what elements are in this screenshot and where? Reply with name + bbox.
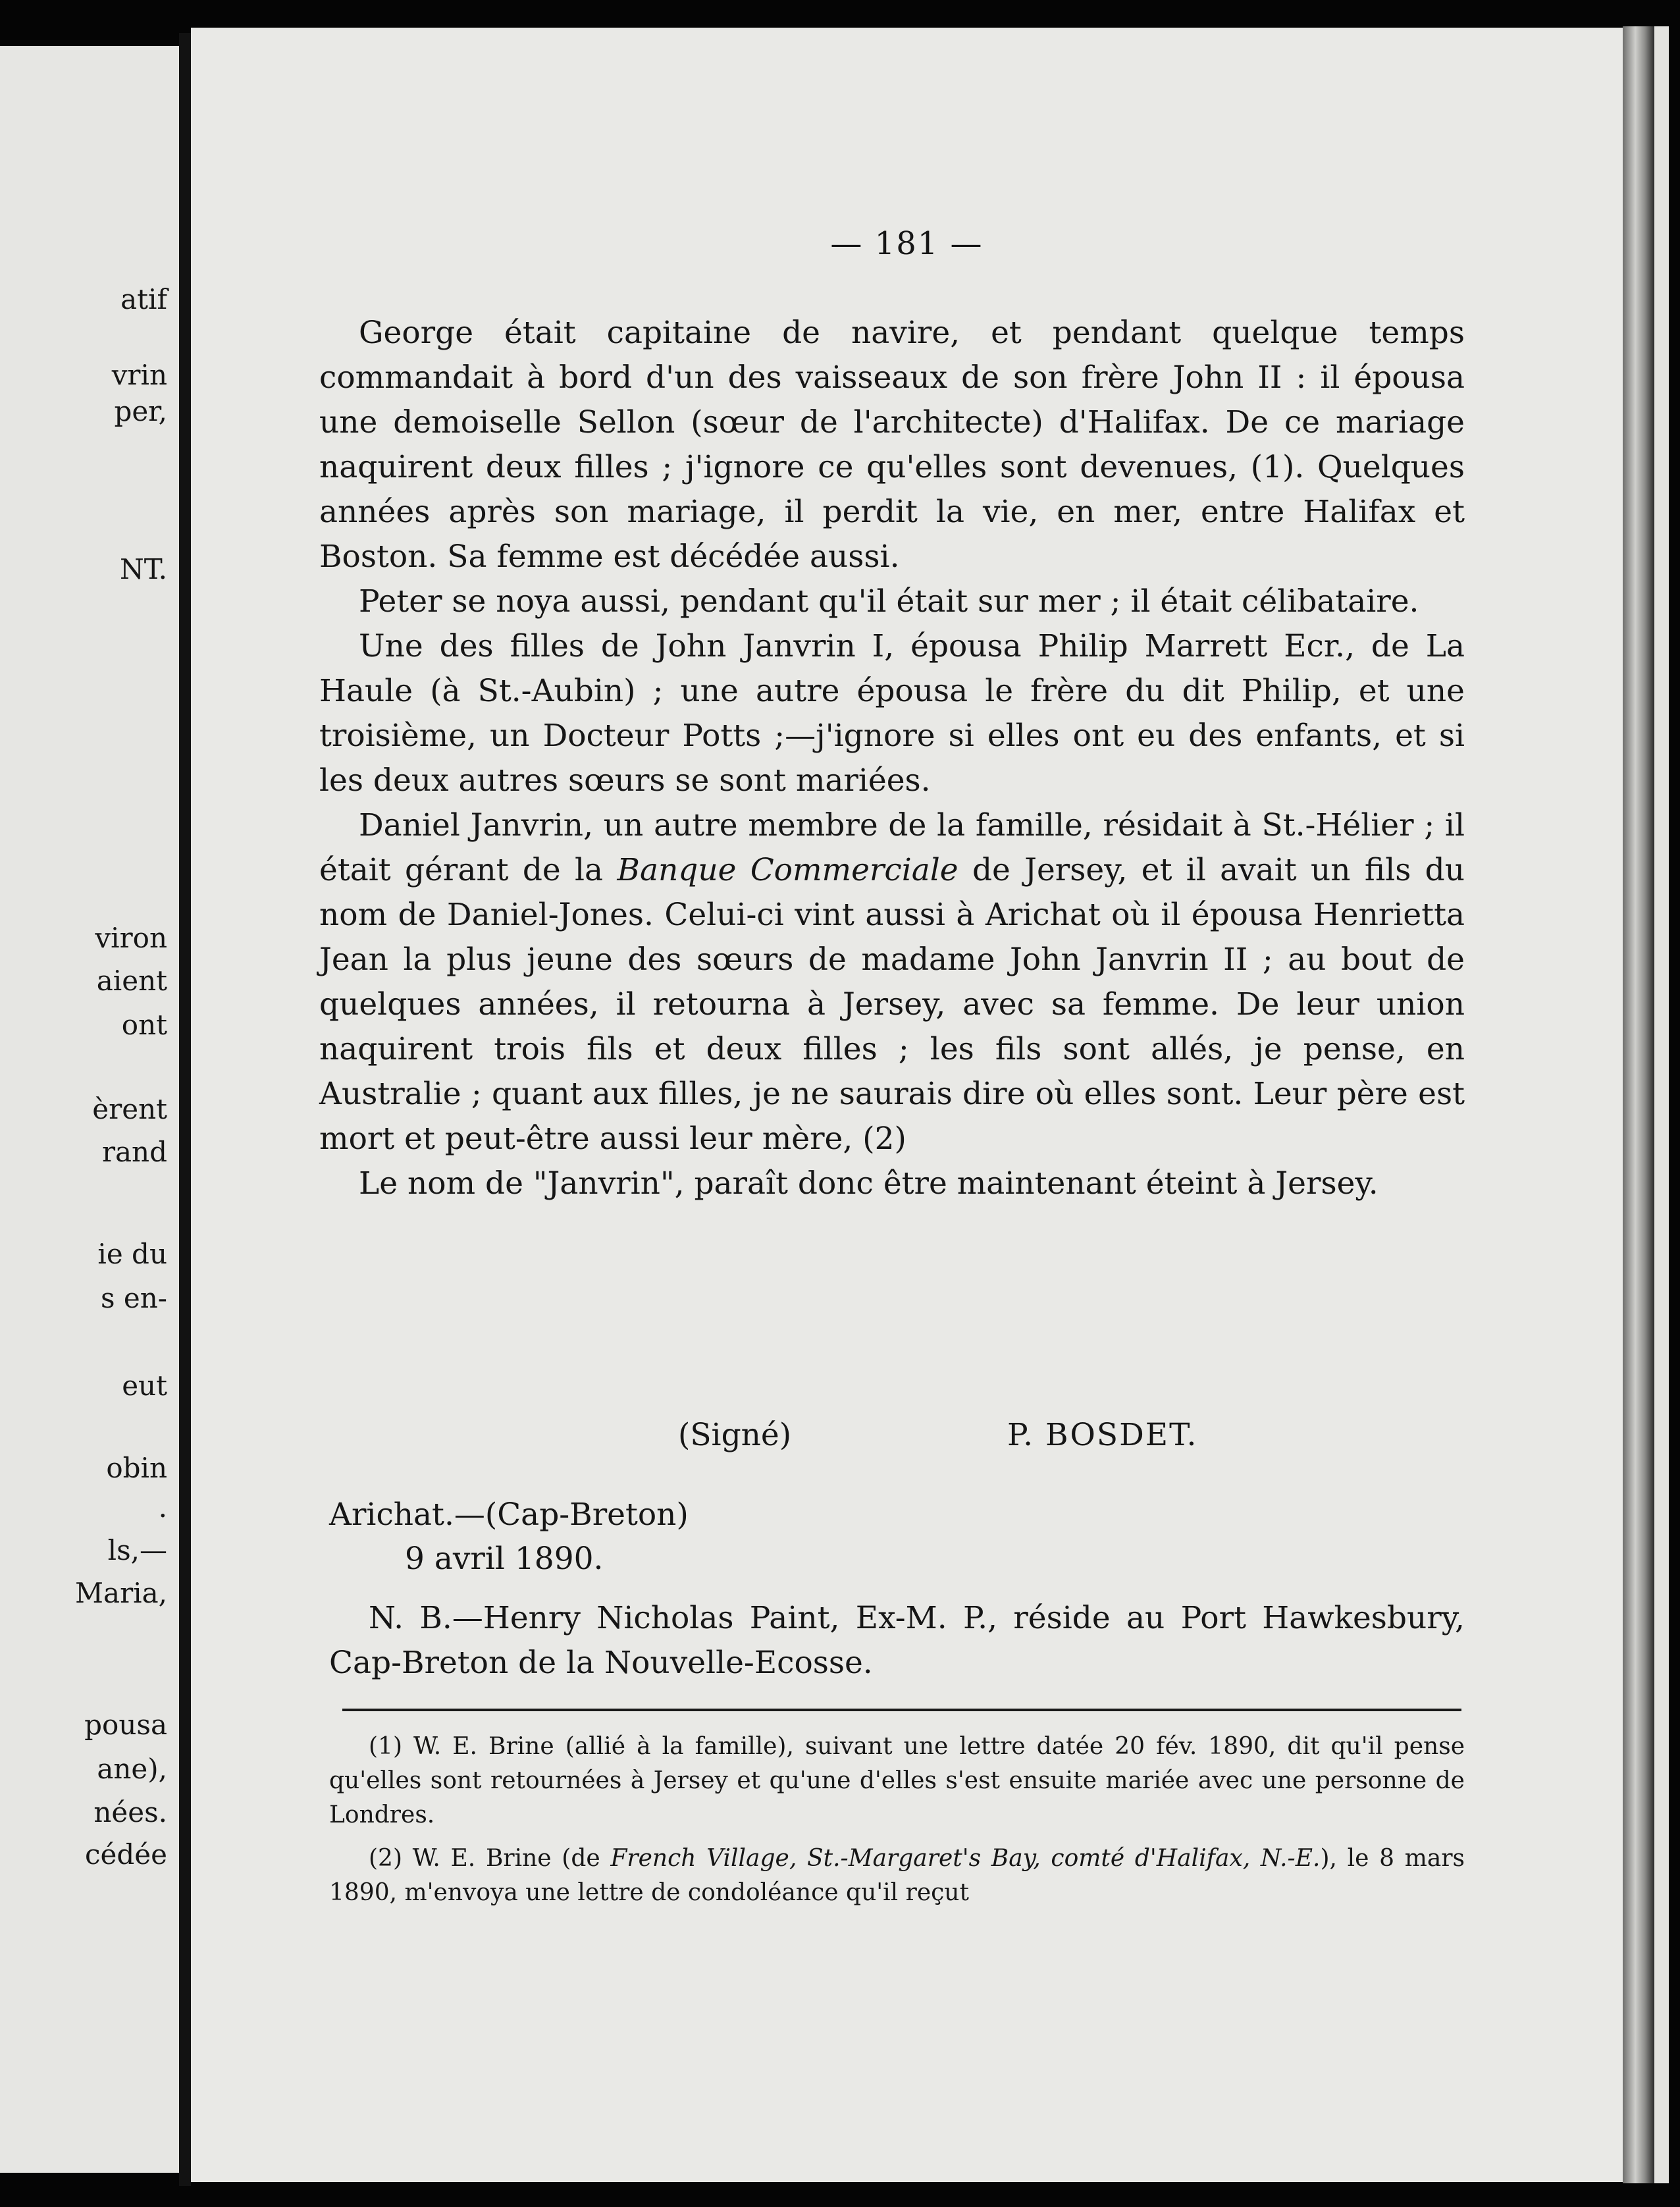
prev-page-fragment: aient — [96, 965, 167, 997]
body-text — [319, 311, 1465, 1206]
prev-page-fragment: ont — [121, 1009, 167, 1041]
paragraph-name-extinct: Le nom de "Janvrin", paraît donc être maintenant éteint à Jersey. — [359, 1165, 1378, 1202]
prev-page-fragment: obin — [106, 1452, 167, 1484]
paragraph-peter: Peter se noya aussi, pendant qu'il était sur mer ; il était célibataire. — [359, 583, 1419, 620]
prev-page-fragment: Maria, — [75, 1577, 167, 1609]
daniel-text-1: Daniel Janvrin, un autre membre de la famille, résidait à St.-Hélier ; il était gérant de la — [319, 807, 1465, 888]
paragraph-george: George était capitaine de navire, et pendant quelque temps commandait à bord d'un des vaisseaux de son frère John II : il épousa une demoiselle Sellon (sœur de l'architecte) d'Halifax. De ce mariage naquirent deux filles ; j'ignore ce qu'elles sont devenues, (1). Quelques années après son mariage, il perdit la vie, en mer, entre Halifax et Boston. Sa femme est décédée aussi. — [319, 315, 1465, 575]
footnote-2-place: French Village, St.-Margaret's Bay, comté d'Halifax, N.-E. — [610, 1845, 1321, 1872]
page-edge-shadow — [1623, 26, 1654, 2183]
signature-name: P. BOSDET. — [1007, 1417, 1198, 1453]
prev-page-fragment: cédée — [85, 1838, 167, 1871]
footnote-2-part-a: (2) W. E. Brine (de — [369, 1845, 611, 1872]
prev-page-fragment: NT. — [120, 553, 167, 585]
footnote-1: (1) W. E. Brine (allié à la famille), suivant une lettre datée 20 fév. 1890, dit qu'il pense qu'elles sont retournées à Jersey et qu'une d'elles s'est ensuite mariée avec une personne de Londres. — [329, 1733, 1465, 1828]
footnotes — [329, 1730, 1465, 1919]
prev-page-fragment: atif — [120, 283, 167, 315]
signature-block — [191, 1417, 1623, 1463]
footnote-divider — [342, 1709, 1461, 1711]
footnote-2-part-c: ), le 8 mars 1890, m'envoya une lettre de condoléance qu'il reçut — [329, 1845, 1465, 1906]
prev-page-fragment: rand — [101, 1136, 167, 1168]
date-line: 9 avril 1890. — [405, 1541, 604, 1577]
prev-page-fragment: nées. — [93, 1796, 167, 1828]
prev-page-fragment: ane), — [97, 1753, 167, 1785]
previous-page-strip — [0, 46, 179, 2173]
book-gutter — [179, 33, 191, 2186]
prev-page-fragment: ie du — [97, 1238, 167, 1270]
prev-page-fragment: pousa — [84, 1709, 167, 1741]
page-number: — 181 — — [830, 225, 984, 262]
prev-page-fragment: èrent — [92, 1093, 167, 1125]
footnote-2 — [329, 1842, 1465, 1910]
paragraph-daughters: Une des filles de John Janvrin I, épousa Philip Marrett Ecr., de La Haule (à St.-Aubin) ; une autre épousa le frère du dit Philip, et une troisième, un Docteur Potts ;—j'ignore si elles ont eu des enfants, et si les deux autres sœurs se sont mariées. — [319, 628, 1465, 799]
signed-label: (Signé) — [678, 1417, 792, 1453]
page-edge — [1654, 26, 1669, 2183]
bank-name: Banque Commerciale — [617, 852, 958, 888]
daniel-text-2: de Jersey, et il avait un fils du nom de Daniel-Jones. Celui-ci vint aussi à Arichat où il épousa Henrietta Jean la plus jeune des sœurs de madame John Janvrin II ; au bout de quelques années, il retourna à Jersey, avec sa femme. De leur union naquirent trois fils et deux filles ; les fils sont allés, je pense, en Australie ; quant aux filles, je ne saurais dire où elles sont. Leur père est mort et peut-être aussi leur mère, (2) — [319, 852, 1465, 1157]
prev-page-fragment: . — [158, 1491, 167, 1524]
prev-page-fragment: ls,— — [107, 1534, 167, 1566]
prev-page-fragment: s en- — [100, 1282, 167, 1314]
place-line: Arichat.—(Cap-Breton) — [329, 1497, 689, 1533]
book-page — [191, 28, 1623, 2182]
prev-page-fragment: eut — [122, 1369, 167, 1402]
nota-bene-text: N. B.—Henry Nicholas Paint, Ex-M. P., réside au Port Hawkesbury, Cap-Breton de la Nouvelle-Ecosse. — [329, 1600, 1465, 1681]
prev-page-fragment: viron — [95, 922, 167, 954]
prev-page-fragment: vrin — [111, 359, 167, 391]
prev-page-fragment: per, — [114, 395, 167, 427]
paragraph-daniel — [319, 803, 1465, 1161]
nota-bene — [329, 1596, 1465, 1686]
